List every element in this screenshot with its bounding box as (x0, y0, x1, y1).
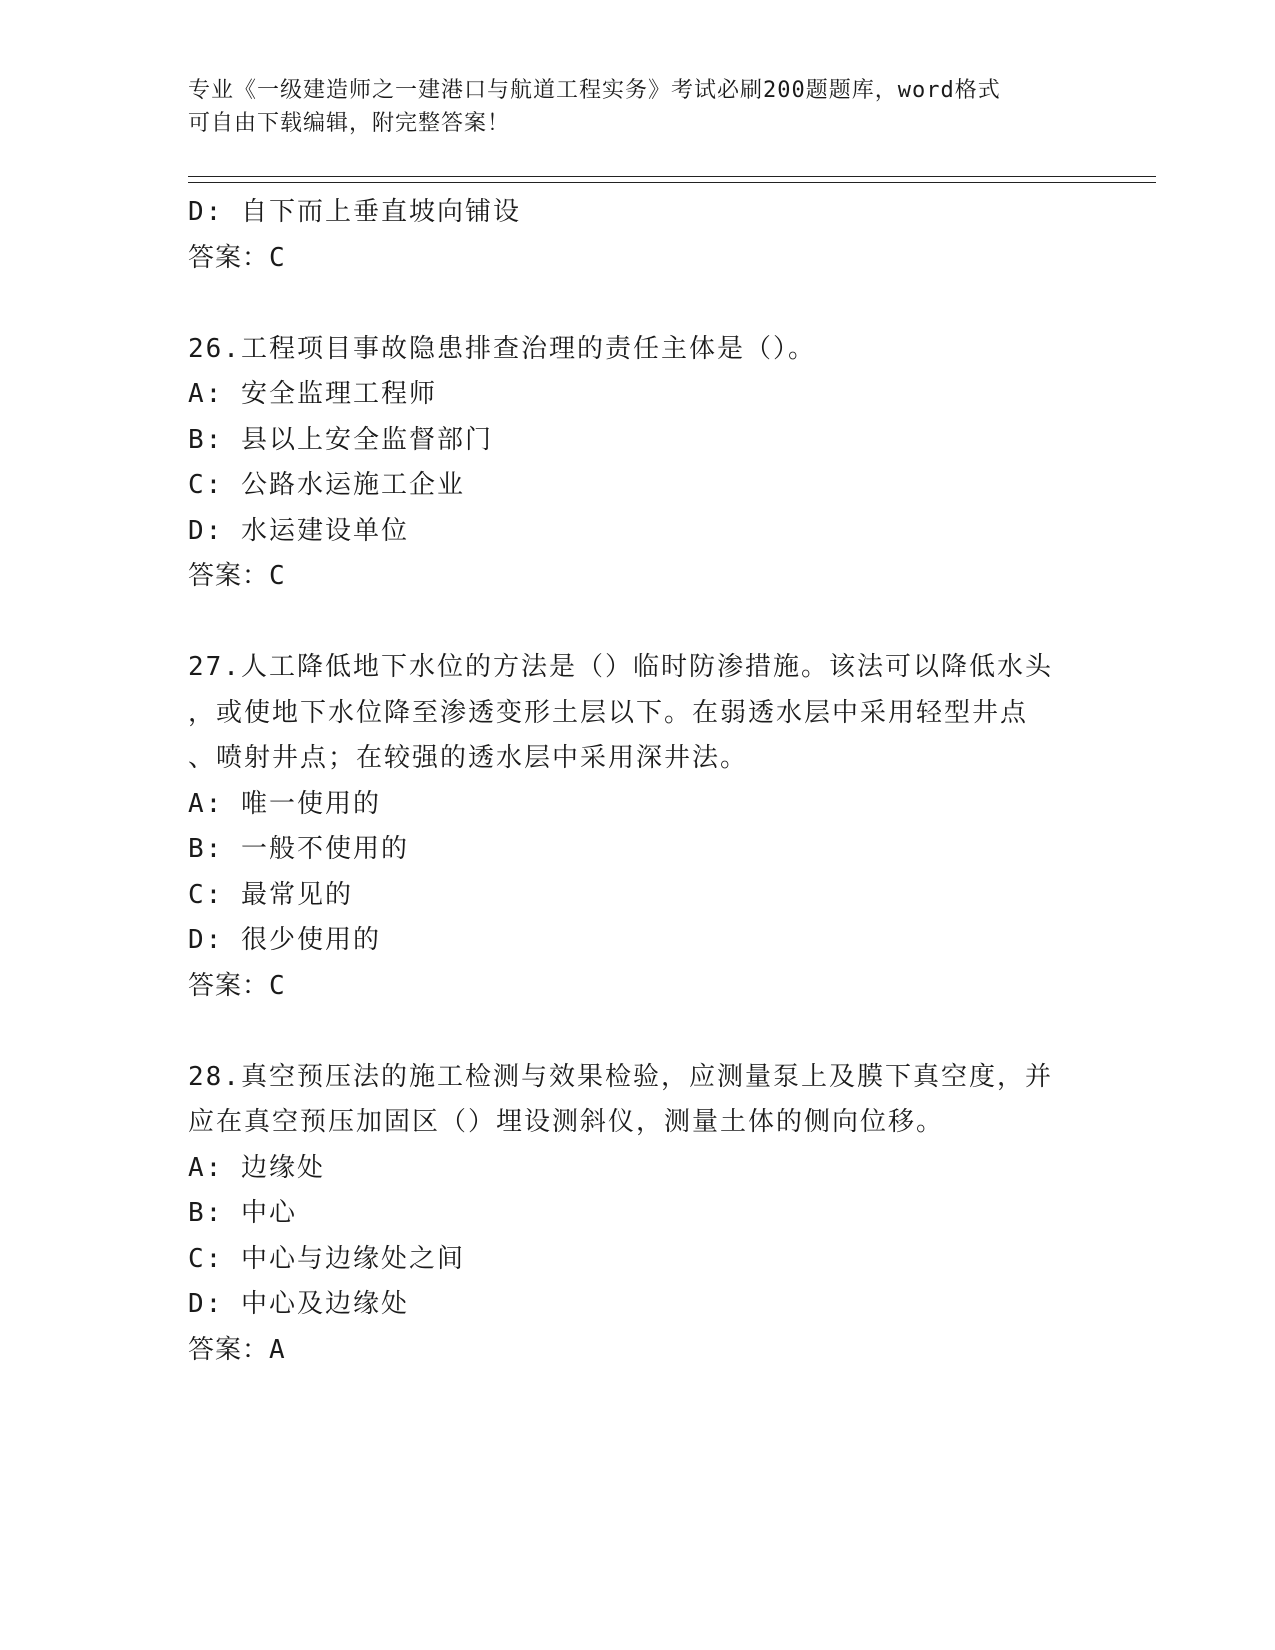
answer-value: C (269, 970, 286, 1001)
spacer (188, 600, 1088, 646)
answer-label: 答案： (188, 1334, 270, 1365)
spacer (188, 281, 1088, 327)
question-stem-line: 28.真空预压法的施工检测与效果检验，应测量泵上及膜下真空度，并 (188, 1061, 1053, 1092)
answer-value: C (269, 561, 286, 591)
option-b: B: 一般不使用的 (188, 834, 409, 864)
answer-line (188, 964, 1088, 1010)
spacer (188, 1009, 1088, 1055)
question-fragment (188, 190, 1088, 281)
question-item (188, 327, 1088, 600)
header-title-line-2: 可自由下载编辑，附完整答案！ (188, 111, 511, 136)
option-d: D: 自下而上垂直坡向铺设 (188, 197, 521, 227)
question-stem-line: 27.人工降低地下水位的方法是（）临时防渗措施。该法可以降低水头 (188, 652, 1053, 682)
option-b: B: 县以上安全监督部门 (188, 424, 493, 455)
option-b: B: 中心 (188, 1198, 297, 1228)
question-list (188, 190, 1088, 1373)
answer-value: C (269, 242, 286, 273)
option-c: C: 公路水运施工企业 (188, 470, 465, 500)
option-a: A: 边缘处 (188, 1152, 325, 1183)
header-title-line-1: 专业《一级建造师之一建港口与航道工程实务》考试必刷200题题库，word格式 (188, 78, 1001, 103)
option-c: C: 中心与边缘处之间 (188, 1243, 465, 1274)
question-stem-line: 应在真空预压加固区（）埋设测斜仪，测量土体的侧向位移。 (188, 1107, 945, 1137)
answer-label: 答案： (188, 242, 270, 273)
option-a: A: 安全监理工程师 (188, 379, 437, 409)
answer-value: A (269, 1334, 286, 1365)
question-stem-line: ，或使地下水位降至渗透变形土层以下。在弱透水层中采用轻型井点 (188, 697, 1029, 728)
question-stem-line: 26.工程项目事故隐患排查治理的责任主体是（）。 (188, 333, 816, 364)
option-a: A: 唯一使用的 (188, 788, 381, 819)
header-divider-top (188, 176, 1156, 177)
question-stem-line: 、喷射井点；在较强的透水层中采用深井法。 (188, 743, 749, 773)
question-item (188, 1055, 1088, 1374)
answer-line (188, 236, 1088, 282)
option-c: C: 最常见的 (188, 879, 353, 910)
answer-label: 答案： (188, 561, 270, 591)
answer-line (188, 1328, 1088, 1374)
document-header (188, 74, 1068, 140)
question-item (188, 645, 1088, 1009)
answer-label: 答案： (188, 970, 270, 1001)
answer-line (188, 554, 1088, 600)
option-d: D: 水运建设单位 (188, 515, 409, 546)
option-d: D: 中心及边缘处 (188, 1289, 409, 1319)
header-divider-bottom (188, 182, 1156, 183)
option-d: D: 很少使用的 (188, 925, 381, 955)
